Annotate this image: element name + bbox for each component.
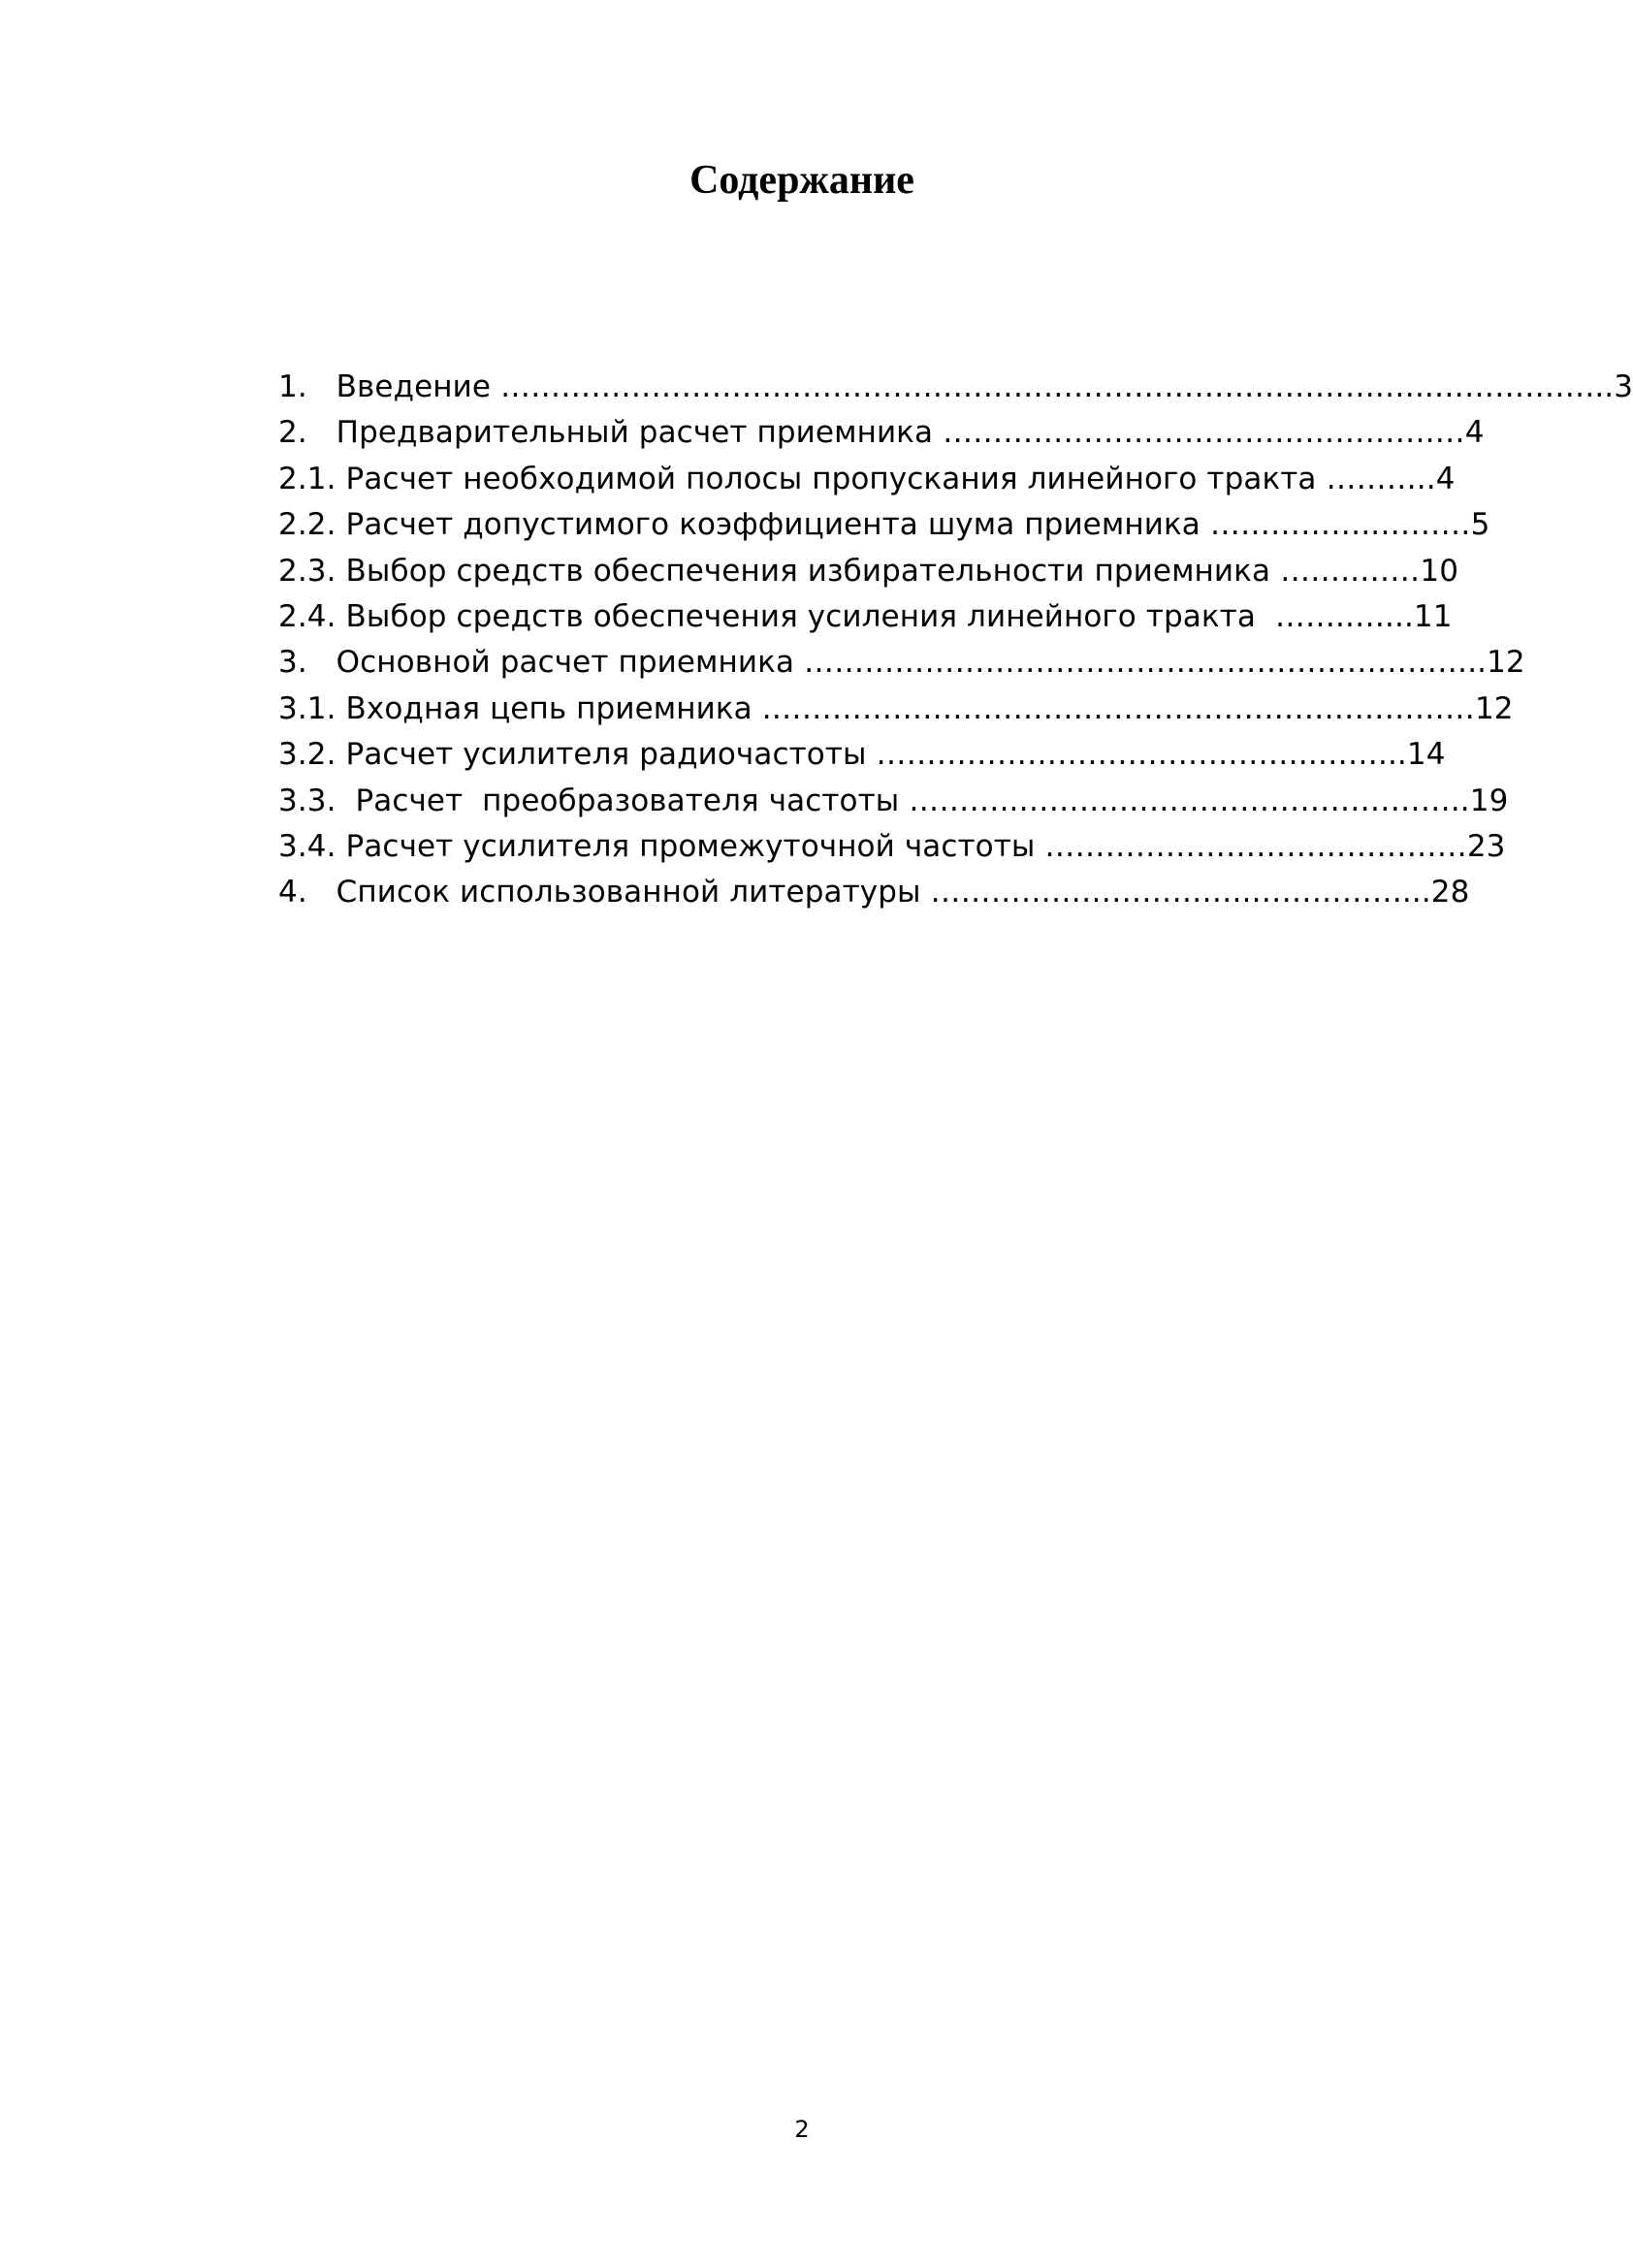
toc-entry-title: Предварительный расчет приемника [336, 415, 934, 451]
toc-entry-separator [336, 691, 346, 726]
toc-entry-number: 3.1. [278, 690, 336, 726]
toc-entry-number: 2.2. [278, 507, 336, 543]
toc-entry-leader: …………………………………………………………………………….…..……………... [491, 369, 1615, 404]
toc-entry-title: Расчет допустимого коэффициента шума приемника [345, 507, 1201, 543]
toc-entry-page: 10 [1420, 553, 1459, 589]
toc-entry-number: 3.4. [278, 828, 336, 864]
toc-entry-number: 3.2. [278, 737, 336, 773]
toc-entry-leader: ……..…… [1270, 553, 1421, 589]
toc-entry-number: 2.3. [278, 553, 336, 589]
toc-entry-separator [336, 599, 346, 634]
toc-entry-title: Введение [336, 369, 492, 404]
toc-entry-page: 28 [1430, 875, 1470, 910]
toc-entry [278, 640, 1525, 686]
toc-entry [278, 779, 1509, 824]
toc-entry-title: Расчет преобразователя частоты [345, 783, 900, 818]
toc-entry-leader: …………………………..……………... [920, 875, 1431, 910]
toc-entry-leader: ………………………………………….… [933, 415, 1465, 451]
toc-entry-number: 3. [278, 645, 307, 681]
toc-entry [278, 410, 1485, 456]
toc-entry-page: 4 [1435, 461, 1456, 496]
toc-entry-title: Расчет усилителя промежуточной частоты [345, 828, 1036, 864]
toc-entry [278, 549, 1471, 594]
toc-entry-title: Расчет усилителя радиочастоты [345, 737, 867, 773]
toc-entry-leader: ……..…... [1255, 598, 1414, 634]
toc-entry-leader: …………………………………… [1035, 828, 1467, 864]
toc-entry-separator [336, 507, 346, 542]
toc-entry-number: 2.1. [278, 461, 336, 496]
toc-entry [278, 594, 1471, 640]
toc-entry-title: Входная цепь приемника [345, 690, 752, 726]
toc-entry [278, 824, 1506, 870]
toc-entry-number: 3.3. [278, 783, 336, 818]
table-of-contents [278, 365, 1633, 916]
toc-entry-number: 2. [278, 415, 307, 451]
toc-entry-page: 5 [1470, 507, 1490, 543]
toc-entry-page: 11 [1413, 598, 1453, 634]
toc-entry-separator [336, 783, 346, 818]
toc-entry-separator [307, 645, 336, 680]
toc-entry [278, 687, 1514, 732]
toc-entry [278, 502, 1490, 548]
toc-entry-page: 19 [1469, 783, 1509, 818]
toc-entry-number: 1. [278, 369, 307, 404]
toc-entry-leader: ……….. [1316, 461, 1436, 496]
toc-entry [278, 457, 1471, 502]
toc-entry [278, 732, 1471, 778]
toc-entry-page: 23 [1466, 828, 1506, 864]
toc-entry-separator [307, 415, 336, 450]
toc-entry-page: 4 [1464, 415, 1485, 451]
toc-entry-separator [336, 737, 346, 772]
toc-entry-title: Выбор средств обеспечения усиления линейного тракта [345, 598, 1256, 634]
toc-entry-separator [336, 554, 346, 589]
toc-entry-leader: .…………………………………….……………………… [752, 690, 1475, 726]
toc-entry-page: 12 [1487, 645, 1525, 681]
toc-entry-number: 4. [278, 875, 307, 910]
toc-entry [278, 870, 1471, 915]
toc-entry-title: Выбор средств обеспечения избирательности приемника [345, 553, 1271, 589]
toc-entry-title: Список использованной литературы [336, 875, 921, 910]
toc-entry-leader: ……………………………………..……... [866, 737, 1407, 773]
toc-entry-leader: ………………………………………………………….. [794, 645, 1488, 681]
toc-entry-title: Расчет необходимой полосы пропускания линейного тракта [345, 461, 1317, 496]
toc-entry-page: 12 [1474, 690, 1514, 726]
page-number: 2 [794, 2116, 810, 2143]
toc-entry-separator [336, 462, 346, 496]
toc-entry-page: 3 [1614, 369, 1633, 404]
toc-entry-separator [307, 369, 336, 404]
toc-entry-page: 14 [1406, 737, 1446, 773]
page-title: Содержание [689, 158, 914, 203]
toc-entry-number: 2.4. [278, 598, 336, 634]
toc-entry-leader: ……………..……… [1200, 507, 1471, 543]
toc-entry [278, 365, 1633, 410]
toc-entry-separator [307, 875, 336, 910]
toc-entry-title: Основной расчет приемника [336, 645, 795, 681]
toc-entry-leader: ………..……….…………………………….. [899, 783, 1470, 818]
toc-entry-separator [336, 829, 346, 864]
